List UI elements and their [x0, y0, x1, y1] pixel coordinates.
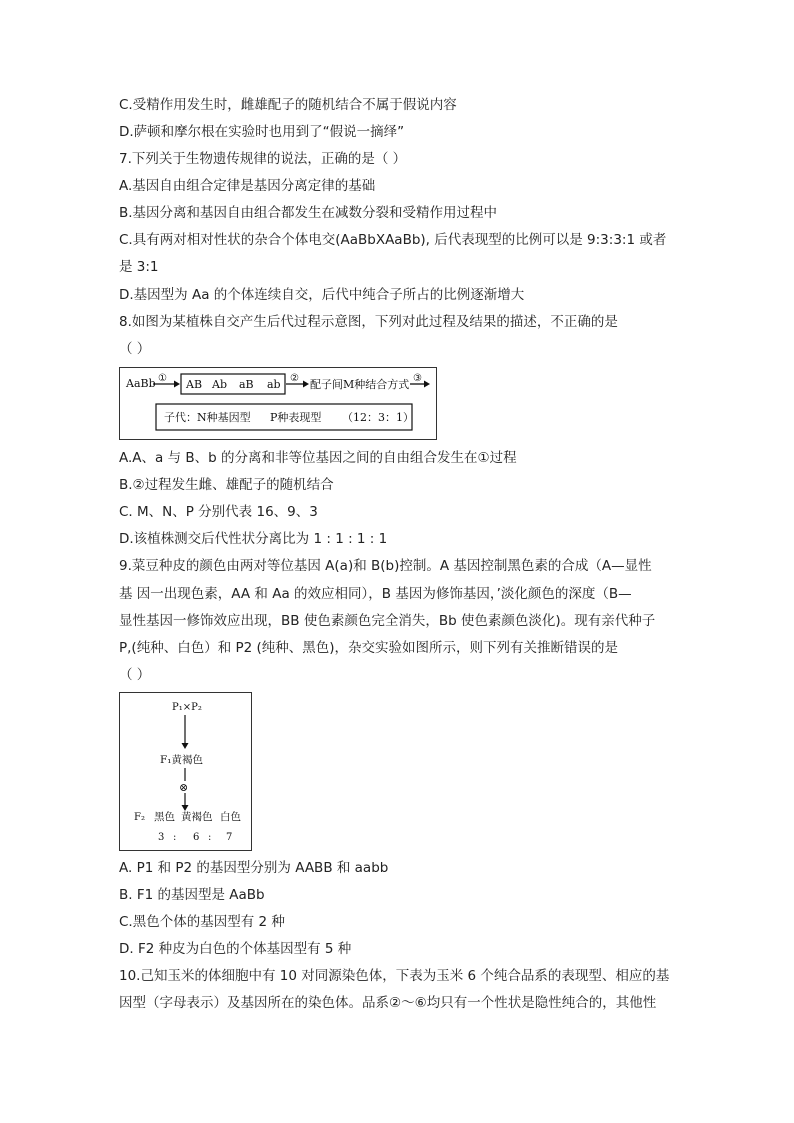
step-1-label: ①	[158, 373, 167, 384]
option-8b: B.②过程发生雌、雄配子的随机结合	[119, 477, 334, 493]
f2-phenotype: 黑色	[154, 811, 175, 823]
f2-phenotype: 黄褐色	[181, 811, 213, 823]
f2-phenotype: 白色	[220, 811, 241, 823]
arrow-head	[182, 743, 189, 749]
option-7d: D.基因型为 Aa 的个体连续自交，后代中纯合子所占的比例逐渐增大	[119, 287, 525, 303]
question-9-stem: 9.菜豆种皮的颜色由两对等位基因 A(a)和 B(b)控制。A 基因控制黑色素的合成（A—显性	[119, 558, 652, 574]
combination-text: 配子间M种结合方式	[310, 378, 410, 391]
gamete: Ab	[212, 378, 227, 391]
ratio-separator: :	[173, 832, 177, 843]
question-10-stem: 因型（字母表示）及基因所在的染色体。品系②～⑥均只有一个性状是隐性纯合的，其他性	[119, 995, 657, 1011]
option-9d: D. F2 种皮为白色的个体基因型有 5 种	[119, 941, 352, 957]
gamete: ab	[267, 378, 281, 391]
ratio-value: 7	[226, 832, 233, 843]
figure-9-cross-diagram	[119, 692, 252, 851]
option-9a: A. P1 和 P2 的基因型分别为 AABB 和 aabb	[119, 860, 389, 876]
question-10-stem: 10.己知玉米的体细胞中有 10 对同源染色体，下表为玉米 6 个纯合品系的表现型、相应的基	[119, 968, 670, 984]
ratio-separator: :	[208, 832, 212, 843]
option-7a: A.基因自由组合定律是基因分离定律的基础	[119, 178, 376, 194]
gamete: aB	[239, 378, 254, 391]
text-line: C.受精作用发生时，雌雄配子的随机结合不属于假说内容	[119, 97, 457, 113]
arrow-1-head	[174, 381, 180, 388]
text-line: D.萨顿和摩尔根在实验时也用到了“假说一摘绎”	[119, 124, 405, 140]
option-7b: B.基因分离和基因自由组合都发生在减数分裂和受精作用过程中	[119, 205, 498, 221]
offspring-genotypes: 子代：N种基因型	[164, 411, 251, 424]
ratio-value: 6	[193, 832, 200, 843]
option-9b: B. F1 的基因型是 AaBb	[119, 887, 265, 903]
f1-phenotype: F₁黄褐色	[160, 754, 203, 766]
option-8a: A.A、a 与 B、b 的分离和非等位基因之间的自由组合发生在①过程	[119, 450, 517, 466]
answer-blank: （ ）	[119, 667, 151, 683]
arrow-2-head	[303, 381, 309, 388]
ratio-value: 3	[158, 832, 165, 843]
parental-cross: P₁×P₂	[172, 702, 202, 713]
selfing-symbol: ⊗	[179, 781, 189, 794]
option-7c-cont: 是 3:1	[119, 259, 159, 275]
question-9-stem: P,(纯种、白色）和 P2 (纯种、黑色)，杂交实验如图所示，则下列有关推断错误的是	[119, 640, 619, 656]
question-8-stem: 8.如图为某植株自交产生后代过程示意图，下列对此过程及结果的描述，不正确的是	[119, 314, 618, 330]
option-9c: C.黑色个体的基因型有 2 种	[119, 914, 285, 930]
phenotype-ratio: （12：3：1）	[342, 411, 414, 424]
answer-blank: （ ）	[119, 341, 151, 357]
question-9-stem: 基 因一出现色素，AA 和 Aa 的效应相同），B 基因为修饰基因，’淡化颜色的深度（B—	[119, 586, 632, 602]
option-7c: C.具有两对相对性状的杂合个体电交(AaBbXAaBb), 后代表现型的比例可以是 9:3:3:1 或者	[119, 232, 667, 248]
question-7-stem: 7.下列关于生物遗传规律的说法，正确的是（ ）	[119, 151, 407, 167]
question-9-stem: 显性基因一修饰效应出现，BB 使色素颜色完全消失，Bb 使色素颜色淡化)。现有亲代种子	[119, 613, 656, 629]
arrow-3-head	[424, 381, 430, 388]
offspring-phenotypes: P种表现型	[270, 411, 322, 424]
gamete: AB	[186, 378, 203, 391]
option-8d: D.该植株测交后代性状分离比为 1 : 1 : 1 : 1	[119, 531, 388, 547]
figure-8-diagram	[119, 367, 437, 440]
step-3-label: ③	[413, 373, 422, 384]
option-8c: C. M、N、P 分别代表 16、9、3	[119, 504, 318, 520]
f2-label: F₂	[134, 812, 145, 823]
step-2-label: ②	[290, 373, 299, 384]
parent-genotype: AaBb	[126, 377, 156, 390]
